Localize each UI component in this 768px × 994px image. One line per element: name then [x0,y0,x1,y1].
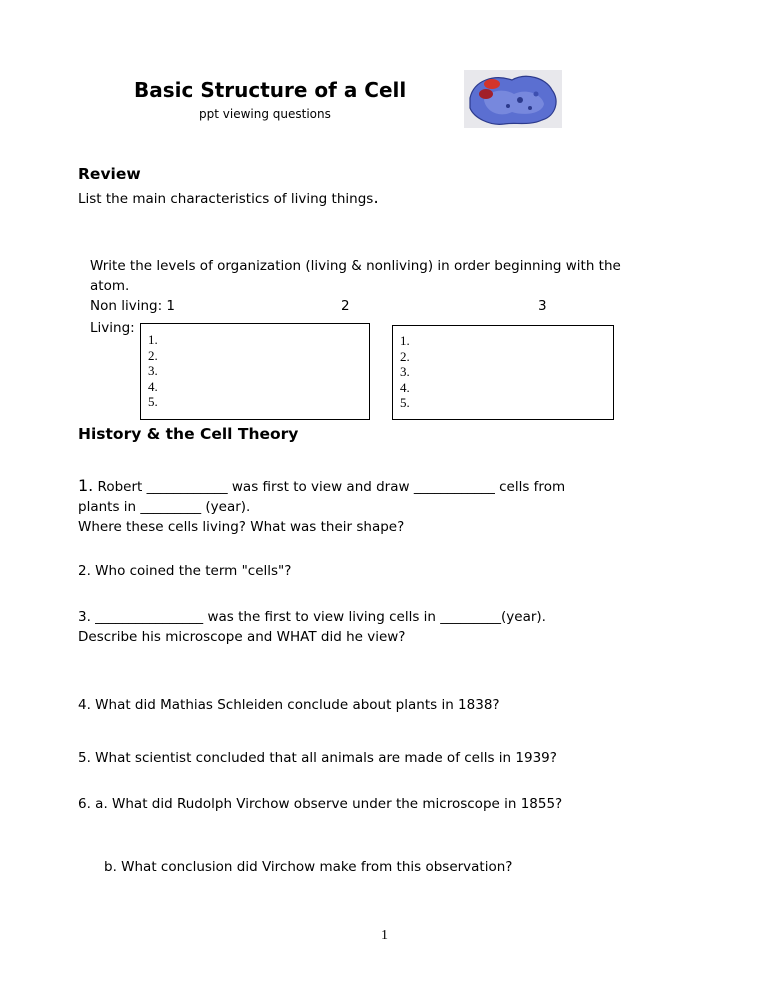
nonliving-label: Non living: 1 [90,298,176,314]
page-title: Basic Structure of a Cell [134,78,407,102]
right-box-item: 3. [400,364,410,379]
question-3-line1: 3. ________________ was the first to view living cells in _________(year). [78,609,546,625]
question-1-line3: Where these cells living? What was their shape? [78,519,405,535]
history-heading: History & the Cell Theory [78,425,299,443]
question-6a: 6. a. What did Rudolph Virchow observe under the microscope in 1855? [78,796,563,812]
living-label: Living: [90,320,135,336]
right-box-item: 1. [400,333,410,348]
question-2: 2. Who coined the term "cells"? [78,563,292,579]
living-levels-list-left [148,332,369,410]
question-4: 4. What did Mathias Schleiden conclude about plants in 1838? [78,697,500,713]
left-box-item: 4. [148,378,158,394]
right-box-item: 5. [400,395,410,410]
right-box-item: 4. [400,379,410,395]
review-line-characteristics: List the main characteristics of living things. [78,188,379,208]
question-1-line1: 1. Robert ____________ was first to view and draw ____________ cells from [78,476,566,495]
question-3-line2: Describe his microscope and WHAT did he view? [78,629,406,645]
page-subtitle: ppt viewing questions [199,107,331,121]
question-1-line2: plants in _________ (year). [78,499,251,515]
left-box-item: 5. [148,394,158,409]
living-levels-list-right [400,333,613,411]
nonliving-level-3: 3 [538,298,547,314]
levels-prompt-line1: Write the levels of organization (living & nonliving) in order beginning with the [90,258,621,274]
right-box-item: 2. [400,348,410,364]
nonliving-level-2: 2 [341,298,350,314]
page-number: 1 [381,928,388,943]
living-levels-box-left [140,323,370,420]
cell-illustration [464,70,562,128]
living-levels-box-right [392,325,614,420]
review-heading: Review [78,165,141,183]
left-box-item: 3. [148,363,158,378]
question-5: 5. What scientist concluded that all animals are made of cells in 1939? [78,750,557,766]
left-box-item: 2. [148,347,158,363]
left-box-item: 1. [148,332,158,347]
question-6b: b. What conclusion did Virchow make from this observation? [104,859,513,875]
levels-prompt-line2: atom. [90,278,130,294]
